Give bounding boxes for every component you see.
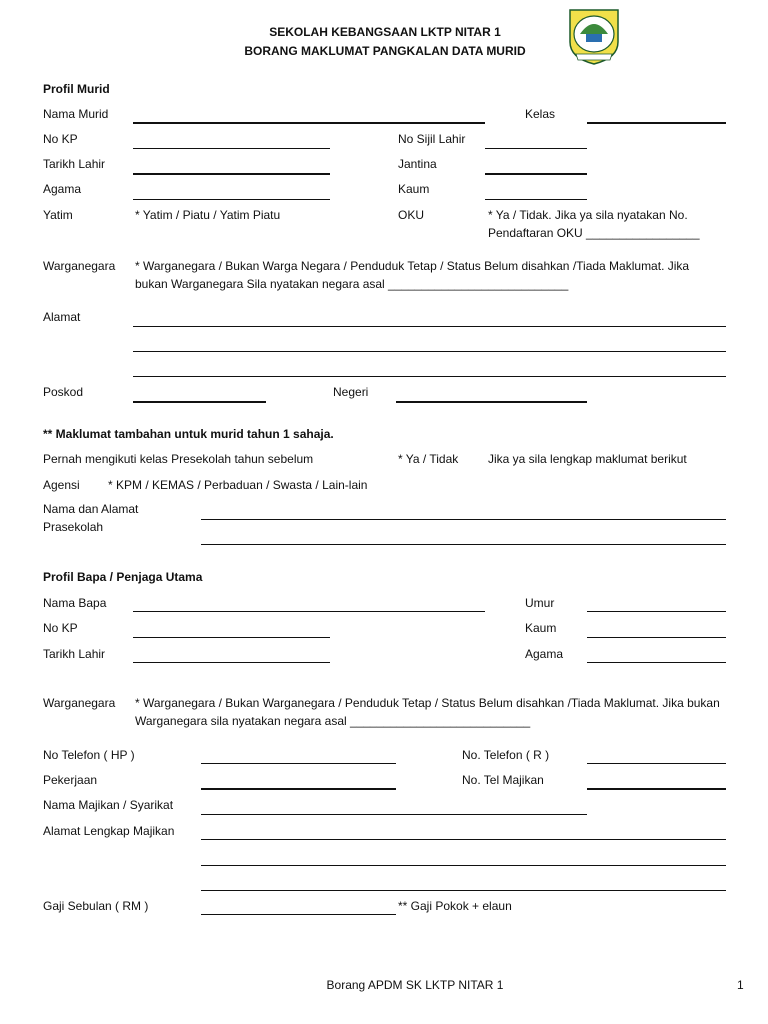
preschool-name-line-2[interactable]	[201, 544, 726, 545]
phone-hp-field[interactable]	[201, 763, 396, 764]
state-label: Negeri	[333, 385, 369, 399]
student-ic-label: No KP	[43, 132, 78, 146]
birth-cert-label: No Sijil Lahir	[398, 132, 466, 146]
preschool-question: Pernah mengikuti kelas Presekolah tahun sebelum	[43, 452, 314, 466]
father-age-field[interactable]	[587, 611, 726, 612]
father-dob-label: Tarikh Lahir	[43, 647, 106, 661]
school-logo-icon	[566, 4, 622, 66]
footer-text: Borang APDM SK LKTP NITAR 1	[326, 978, 504, 992]
student-race-field[interactable]	[485, 199, 587, 200]
student-dob-label: Tarikh Lahir	[43, 157, 106, 171]
student-name-field[interactable]	[133, 122, 485, 124]
father-dob-field[interactable]	[133, 662, 330, 663]
employer-phone-field[interactable]	[587, 788, 726, 790]
father-citizen-label: Warganegara	[43, 696, 116, 710]
gender-field[interactable]	[485, 173, 587, 175]
class-field[interactable]	[587, 122, 726, 124]
employer-address-label: Alamat Lengkap Majikan	[43, 824, 175, 838]
year1-section-title: ** Maklumat tambahan untuk murid tahun 1 sahaja.	[43, 427, 334, 441]
father-religion-field[interactable]	[587, 662, 726, 663]
father-name-label: Nama Bapa	[43, 596, 107, 610]
oku-options[interactable]: * Ya / Tidak. Jika ya sila nyatakan No. Pendaftaran OKU _________________	[488, 208, 700, 240]
student-dob-field[interactable]	[133, 173, 330, 175]
employer-label: Nama Majikan / Syarikat	[43, 798, 174, 812]
employer-address-line-1[interactable]	[201, 839, 726, 840]
gender-label: Jantina	[398, 157, 437, 171]
student-race-label: Kaum	[398, 182, 430, 196]
postcode-label: Poskod	[43, 385, 84, 399]
preschool-options[interactable]: * Ya / Tidak	[398, 452, 459, 466]
father-ic-label: No KP	[43, 621, 78, 635]
job-field[interactable]	[201, 788, 396, 790]
student-ic-field[interactable]	[133, 148, 330, 149]
father-age-label: Umur	[525, 596, 555, 610]
job-label: Pekerjaan	[43, 773, 98, 787]
school-name: SEKOLAH KEBANGSAAN LKTP NITAR 1	[269, 25, 501, 39]
preschool-name-label: Nama dan Alamat Prasekolah	[43, 502, 139, 534]
postcode-field[interactable]	[133, 401, 266, 403]
phone-home-field[interactable]	[587, 763, 726, 764]
class-label: Kelas	[525, 107, 556, 121]
agency-label: Agensi	[43, 478, 80, 492]
father-ic-field[interactable]	[133, 637, 330, 638]
salary-label: Gaji Sebulan ( RM )	[43, 899, 149, 913]
phone-hp-label: No Telefon ( HP )	[43, 748, 135, 762]
employer-address-line-2[interactable]	[201, 865, 726, 866]
agency-options[interactable]: * KPM / KEMAS / Perbaduan / Swasta / Lain-lain	[108, 478, 368, 492]
preschool-note: Jika ya sila lengkap maklumat berikut	[488, 452, 687, 466]
student-name-label: Nama Murid	[43, 107, 109, 121]
page-number: 1	[737, 978, 744, 992]
father-race-field[interactable]	[587, 637, 726, 638]
student-section-title: Profil Murid	[43, 82, 110, 96]
student-religion-label: Agama	[43, 182, 82, 196]
address-label: Alamat	[43, 310, 81, 324]
student-religion-field[interactable]	[133, 199, 330, 200]
orphan-label: Yatim	[43, 208, 73, 222]
preschool-name-line-1[interactable]	[201, 519, 726, 520]
student-citizen-label: Warganegara	[43, 259, 116, 273]
father-section-title: Profil Bapa / Penjaga Utama	[43, 570, 203, 584]
father-race-label: Kaum	[525, 621, 557, 635]
state-field[interactable]	[396, 401, 587, 403]
student-citizen-options[interactable]: * Warganegara / Bukan Warga Negara / Penduduk Tetap / Status Belum disahkan /Tiada Maklumat. Jika bukan Warganegara Sila nyatakan negara asal ___________________________	[135, 259, 690, 291]
form-title: BORANG MAKLUMAT PANGKALAN DATA MURID	[244, 44, 526, 58]
employer-phone-label: No. Tel Majikan	[462, 773, 544, 787]
oku-label: OKU	[398, 208, 425, 222]
father-citizen-options[interactable]: * Warganegara / Bukan Warganegara / Penduduk Tetap / Status Belum disahkan /Tiada Maklumat. Jika bukan Warganegara sila nyatakan negara asal ___________________________	[135, 696, 720, 728]
birth-cert-field[interactable]	[485, 148, 587, 149]
salary-field[interactable]	[201, 914, 396, 915]
salary-note: ** Gaji Pokok + elaun	[398, 899, 512, 913]
employer-address-line-3[interactable]	[201, 890, 726, 891]
father-name-field[interactable]	[133, 611, 485, 612]
address-line-3[interactable]	[133, 376, 726, 377]
address-line-2[interactable]	[133, 351, 726, 352]
address-line-1[interactable]	[133, 326, 726, 327]
employer-field[interactable]	[201, 814, 587, 815]
phone-home-label: No. Telefon ( R )	[462, 748, 550, 762]
orphan-options[interactable]: * Yatim / Piatu / Yatim Piatu	[135, 208, 281, 222]
father-religion-label: Agama	[525, 647, 564, 661]
